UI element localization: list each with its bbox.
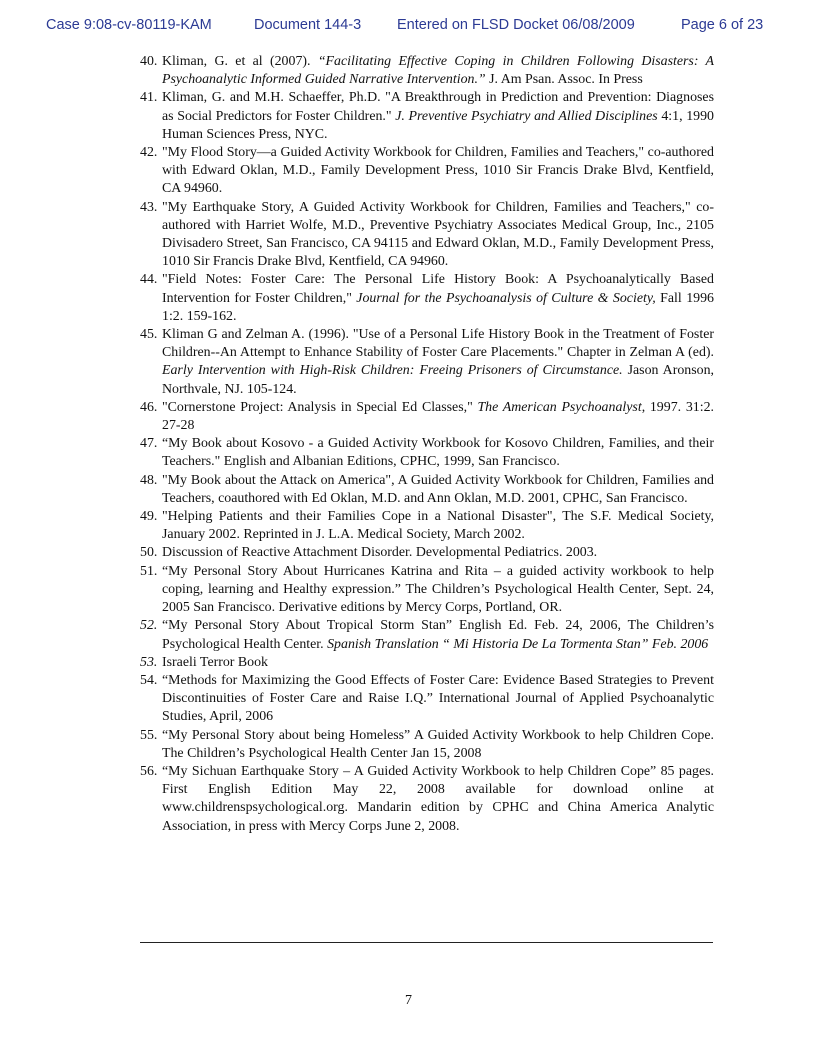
entry-number: 55. [140,727,158,743]
publication-entry [140,654,714,672]
entry-number: 46. [140,399,158,415]
entry-text [162,473,714,506]
entry-text [162,400,714,433]
document-number: Document 144-3 [254,17,362,33]
entry-text-segment: Discussion of Reactive Attachment Disorder. Developmental Pediatrics. 2003. [162,545,598,561]
entry-text [162,327,714,397]
entry-text-segment: Kliman G and Zelman A. (1996). "Use of a Personal Life History Book in the Treatment of Foster Children--An Attempt to Enhance Stability of Foster Care Placements." Chapter in Zelman A (ed). [162,327,714,361]
entry-text-segment: “Methods for Maximizing the Good Effects of Foster Care: Evidence Based Strategies to Prevent Discontinuities of Foster Care and Raise I.Q.” International Journal of Applied Psychoanalytic Studies, April, 2006 [162,672,714,725]
entry-text [162,673,714,724]
entry-text-segment: "Field Notes: Foster Care: The Personal Life History Book: A Psychoanalytically Based Intervention for Foster Children," [162,272,714,306]
publication-entry [140,435,714,471]
publication-entry [140,399,714,435]
entry-text-segment: "Helping Patients and their Families Cope in a National Disaster", The S.F. Medical Society, January 2002. Reprinted in J. L.A. Medical Society, March 2002. [162,509,714,543]
page-indicator: Page 6 of 23 [681,17,764,33]
entry-title-italic: Journal for the Psychoanalysis of Culture & Society, [356,290,656,306]
publication-entry [140,472,714,508]
entry-number: 51. [140,563,158,579]
publication-entry [140,508,714,544]
entry-number: 56. [140,763,158,779]
entry-text-segment: “My Personal Story About Tropical Storm Stan” English Ed. Feb. 24, 2006, The Children’s Psychological Health Center. [162,618,714,652]
entry-text-segment: "My Book about the Attack on America", A Guided Activity Workbook for Children, Families and Teachers, coauthored with Ed Oklan, M.D. and Ann Oklan, M.D. 2001, CPHC, San Francisco. [162,472,714,506]
entry-text [162,728,714,761]
publication-entry [140,199,714,272]
entry-text-segment: “My Personal Story About Hurricanes Katrina and Rita – a guided activity workbook to help coping, learning and Healthy expression.” The Children’s Psychological Health Center, Sept. 24, 2005 San Francisco. Derivative editions by Mercy Corps, Portland, OR. [162,563,714,616]
entry-text [162,545,597,560]
entry-text-segment: "My Earthquake Story, A Guided Activity Workbook for Children, Families and Teachers," co-authored with Harriet Wolfe, M.D., Preventive Psychiatry Associates Medical Group, Inc., 2105 Divisadero Street, San Francisco, CA 94115 and Edward Oklan, M.D., Family Development Press, 1010 Sir Francis Drake Blvd, Kentfield, CA 94960. [162,199,714,270]
publication-entry [140,544,714,562]
entry-text-segment: "Cornerstone Project: Analysis in Special Ed Classes," [162,399,478,415]
entry-title-italic: J. Preventive Psychiatry and Allied Disciplines [395,108,658,124]
entry-text-segment: “My Personal Story about being Homeless” A Guided Activity Workbook to help Children Cope. The Children’s Psychological Health Center Jan 15, 2008 [162,727,714,761]
entry-number: 43. [140,199,158,215]
entry-text [162,618,714,651]
entry-text-segment: , 1997. 31:2. 27-28 [162,399,714,434]
entry-text-segment: Fall 1996 1:2. 159-162. [162,290,714,324]
publication-entry [140,563,714,618]
publication-entry [140,89,714,144]
entry-title-italic: The American Psychoanalyst [477,399,642,415]
entry-text-segment: "My Flood Story—a Guided Activity Workbook for Children, Families and Teachers," co-authored with Edward Oklan, M.D., Family Development Press, 1010 Sir Francis Drake Blvd, Kentfield, CA 94960. [162,145,714,197]
entry-number: 52. [140,618,158,634]
entry-text-segment: Jason Aronson, Northvale, NJ. 105-124. [162,363,714,397]
publication-entry [140,144,714,199]
entry-number: 48. [140,472,158,488]
publication-entry [140,326,714,399]
page-number: 7 [405,993,412,1008]
publication-entry [140,727,714,763]
entry-number: 53. [140,654,158,670]
entry-text [162,90,714,141]
entry-title-italic: Spanish Translation “ Mi Historia De La Tormenta Stan” Feb. 2006 [327,636,709,652]
entry-text-segment: Kliman, G. et al (2007). [162,54,318,69]
entry-number: 42. [140,145,158,161]
entry-text [162,272,714,323]
publication-list [140,53,714,836]
entry-text [162,564,714,615]
entry-number: 41. [140,90,158,106]
entry-text [162,764,714,834]
case-number: Case 9:08-cv-80119-KAM [46,17,212,33]
entry-number: 40. [140,54,158,69]
entry-title-italic: “Facilitating Effective Coping in Children Following Disasters: A Psychoanalytic Informed Guided Narrative Intervention.” [162,54,714,88]
entry-number: 50. [140,545,158,561]
publication-entry [140,617,714,653]
entry-text [162,655,268,670]
entry-text [162,200,714,270]
entry-text-segment: J. Am Psan. Assoc. In Press [485,72,643,88]
publication-entry [140,763,714,836]
entry-text [162,54,714,87]
entry-number: 54. [140,672,158,688]
docket-entry-date: Entered on FLSD Docket 06/08/2009 [397,17,635,33]
entry-number: 44. [140,272,158,288]
entry-number: 45. [140,327,158,343]
section-divider [140,942,713,943]
entry-text-segment: “My Book about Kosovo - a Guided Activity Workbook for Kosovo Children, Families, and their Teachers." English and Albanian Editions, CPHC, 1999, San Francisco. [162,436,714,470]
entry-number: 47. [140,436,158,452]
entry-text [162,145,714,196]
entry-text [162,509,714,542]
publication-entry [140,271,714,326]
entry-text-segment: Israeli Terror Book [162,654,269,670]
docket-header [0,17,817,37]
publication-entry [140,672,714,727]
entry-text-segment: “My Sichuan Earthquake Story – A Guided Activity Workbook to help Children Cope” 85 pages. First English Edition May 22, 2008 available for download online at www.childrenspsychological.org. Mandarin edition by CPHC and China America Analytic Association, in press with Mercy Corps June 2, 2008. [162,763,714,834]
entry-text-segment: 4:1, 1990 Human Sciences Press, NYC. [162,108,715,142]
entry-text-segment: Kliman, G. and M.H. Schaeffer, Ph.D. "A Breakthrough in Prediction and Prevention: Diagnoses as Social Predictors for Foster Children." [162,90,714,124]
entry-text [162,436,714,469]
entry-title-italic: Early Intervention with High-Risk Children: Freeing Prisoners of Circumstance. [162,363,623,379]
entry-number: 49. [140,509,158,525]
publication-entry [140,53,714,89]
